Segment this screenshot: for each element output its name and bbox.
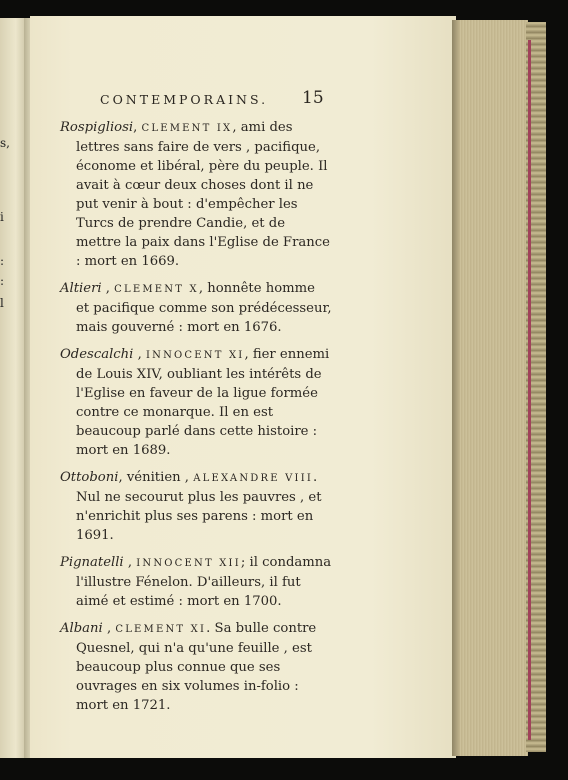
entry-name: Albani	[60, 621, 103, 636]
entry-name: Rospigliosi	[60, 120, 134, 135]
entry: Albani , CLEMENT XI. Sa bulle contre Quesnel, qui n'a qu'une feuille , est beaucoup plus connue que ses ouvrages en six volumes in-folio : mort en 1721.	[60, 621, 317, 713]
entry-name: Altieri	[60, 281, 102, 296]
left-page-edge	[0, 18, 26, 758]
entry-pope: CLEMENT IX	[141, 123, 233, 134]
left-page-fragment: :	[0, 274, 5, 288]
entry-pope: ALEXANDRE VIII	[193, 473, 313, 484]
entry-text: , ami des lettres sans faire de vers , pacifique, économe et libéral, père du peuple. Il avait à cœur deux choses dont il ne put venir à bout : d'empêcher les Turcs de prendre Candie, et de mettre la paix dans l'Eglise de France : mort en 1669.	[76, 120, 330, 269]
entry: Altieri , CLEMENT X, honnête homme et pacifique comme son prédécesseur, mais gouverné : mort en 1676.	[60, 281, 332, 335]
entry-pope: INNOCENT XII	[136, 558, 241, 569]
left-page-fragment: :	[0, 254, 5, 268]
entry-text: . Nul ne secourut plus les pauvres , et n'enrichit plus ses parens : mort en 1691.	[76, 470, 322, 543]
entry: Odescalchi , INNOCENT XI, fier ennemi de Louis XIV, oubliant les intérêts de l'Eglise en faveur de la ligue formée contre ce monarque. Il en est beaucoup parlé dans cette histoire : mort en 1689.	[60, 347, 330, 458]
entry: Ottoboni, vénitien , ALEXANDRE VIII. Nul ne secourut plus les pauvres , et n'enrichit plus ses parens : mort en 1691.	[60, 470, 322, 543]
left-page-fragment: l	[0, 296, 4, 310]
entry: Rospigliosi, CLEMENT IX, ami des lettres sans faire de vers , pacifique, économe et libéral, père du peuple. Il avait à cœur deux choses dont il ne put venir à bout : d'empêcher les Turcs de prendre Candie, et de mettre la paix dans l'Eglise de France : mort en 1669.	[60, 120, 330, 269]
entry-pope: CLEMENT XI	[115, 624, 207, 635]
entry-text: ; il condamna l'illustre Fénelon. D'ailleurs, il fut aimé et estimé : mort en 1700.	[76, 555, 332, 609]
entry-text: . Sa bulle contre Quesnel, qui n'a qu'une feuille , est beaucoup plus connue que ses ouvrages en six volumes in-folio : mort en 1721.	[76, 621, 317, 713]
entry: Pignatelli , INNOCENT XII; il condamna l'illustre Fénelon. D'ailleurs, il fut aimé et estimé : mort en 1700.	[60, 555, 332, 609]
entry-name: Ottoboni	[60, 470, 119, 485]
entry-text: , fier ennemi de Louis XIV, oubliant les intérêts de l'Eglise en faveur de la ligue formée contre ce monarque. Il en est beaucoup parlé dans cette histoire : mort en 1689.	[76, 347, 330, 458]
page-edges-shadow	[452, 20, 460, 756]
left-page-fragment: s,	[0, 136, 10, 150]
entry-list	[60, 118, 332, 723]
left-page-fragment: i	[0, 210, 4, 224]
page-edges	[452, 20, 528, 756]
entry-pope: CLEMENT X	[114, 284, 199, 295]
entry-name: Odescalchi	[60, 347, 134, 362]
entry-name: Pignatelli	[60, 555, 124, 570]
entry-pope: INNOCENT XI	[145, 350, 245, 361]
entry-text: , honnête homme et pacifique comme son prédécesseur, mais gouverné : mort en 1676.	[76, 281, 332, 335]
running-header: CONTEMPORAINS.	[100, 92, 269, 107]
book-cover-ribbon	[528, 40, 531, 740]
page-number: 15	[302, 88, 324, 108]
